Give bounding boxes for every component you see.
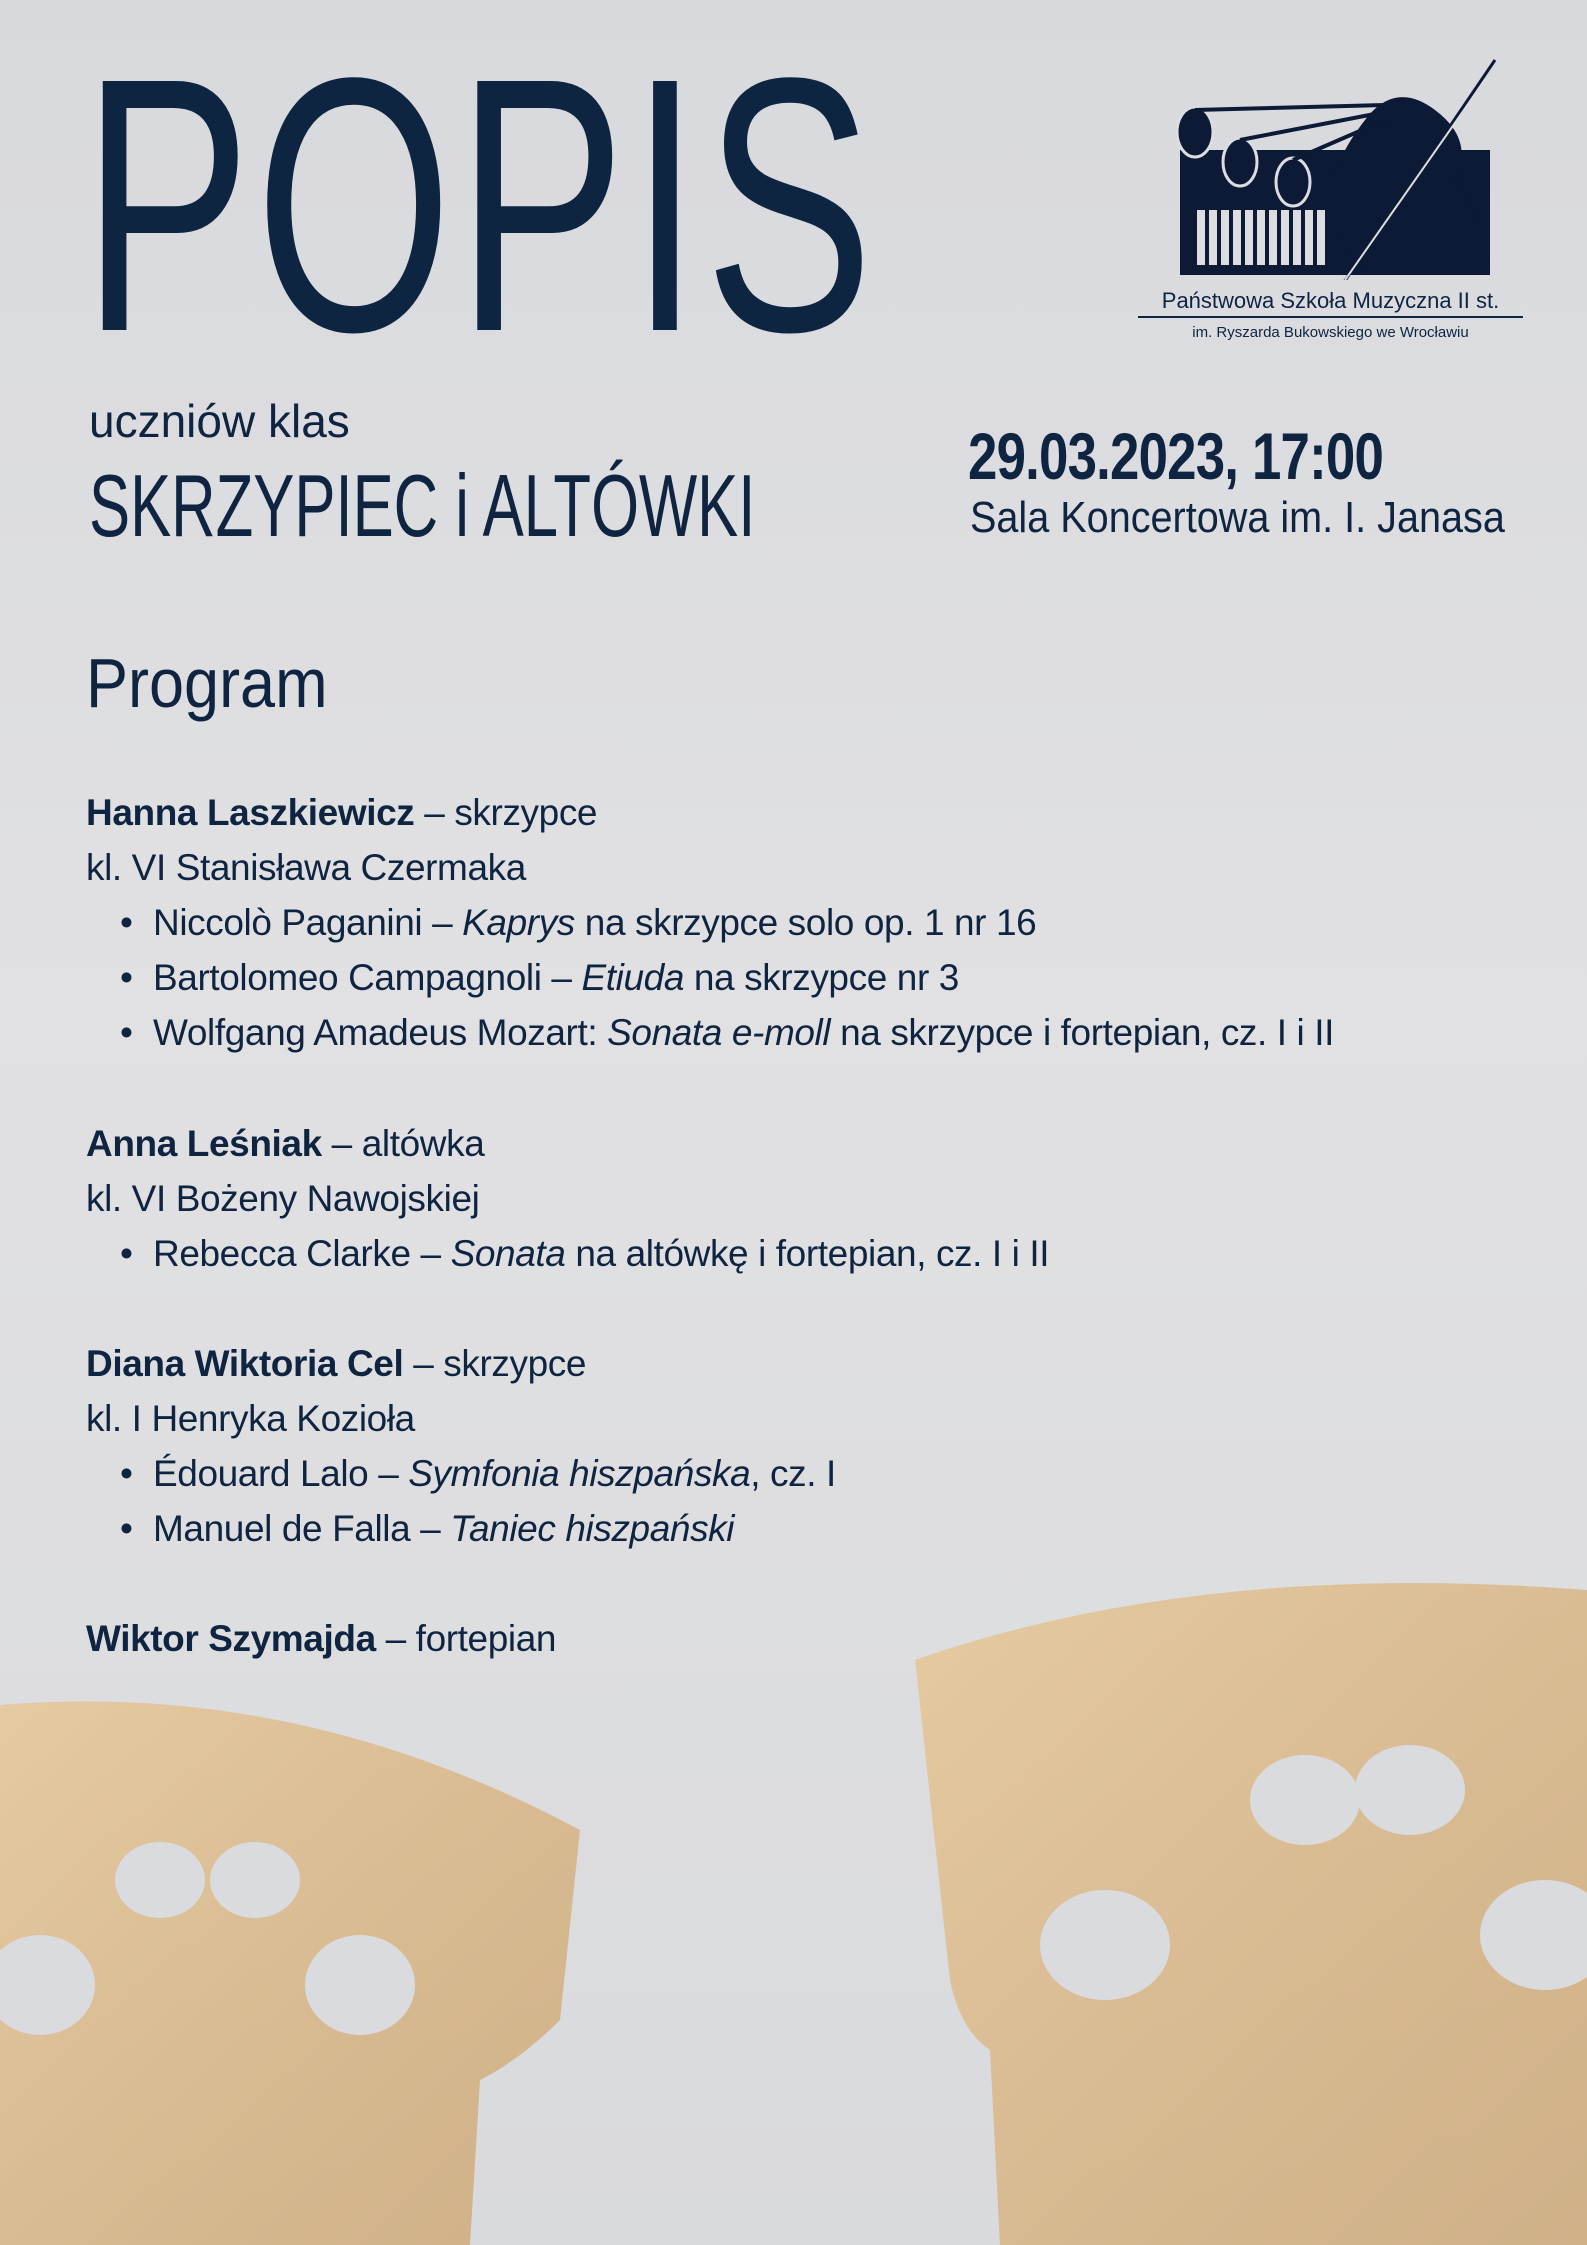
performer-name: Hanna Laszkiewicz xyxy=(86,792,415,833)
piece-list xyxy=(86,1446,836,1556)
piece-item xyxy=(86,1226,1049,1281)
subtitle-line2: SKRZYPIEC i ALTÓWKI xyxy=(89,456,756,555)
piece-composer: Rebecca Clarke – xyxy=(153,1233,451,1274)
piece-item xyxy=(86,895,1334,950)
school-name: Państwowa Szkoła Muzyczna II st. xyxy=(1138,288,1523,318)
piece-item xyxy=(86,1446,836,1501)
piece-detail: na skrzypce nr 3 xyxy=(684,957,959,998)
piece-title: Kaprys xyxy=(462,902,575,943)
teacher-class: kl. I Henryka Kozioła xyxy=(86,1398,415,1439)
performer-instrument: – altówka xyxy=(321,1123,485,1164)
piece-title: Sonata e-moll xyxy=(607,1012,831,1053)
teacher-class: kl. VI Bożeny Nawojskiej xyxy=(86,1178,480,1219)
performer-line xyxy=(86,1116,1049,1171)
performer-block xyxy=(86,1611,556,1666)
performer-block xyxy=(86,785,1334,1060)
piece-title: Etiuda xyxy=(581,957,684,998)
program-heading: Program xyxy=(86,644,328,722)
piece-title: Taniec hiszpański xyxy=(450,1508,735,1549)
poster-title: POPIS xyxy=(82,2,878,407)
piece-title: Symfonia hiszpańska xyxy=(408,1453,751,1494)
piece-detail: na altówkę i fortepian, cz. I i II xyxy=(565,1233,1050,1274)
piece-composer: Wolfgang Amadeus Mozart: xyxy=(153,1012,608,1053)
piece-composer: Édouard Lalo – xyxy=(153,1453,409,1494)
school-logo-icon xyxy=(1135,50,1535,280)
piece-composer: Manuel de Falla – xyxy=(153,1508,451,1549)
event-venue: Sala Koncertowa im. I. Janasa xyxy=(970,493,1505,542)
performer-instrument: – fortepian xyxy=(375,1618,557,1659)
piece-item xyxy=(86,1501,836,1556)
performer-name: Anna Leśniak xyxy=(86,1123,322,1164)
performer-block xyxy=(86,1116,1049,1281)
subtitle-line1: uczniów klas xyxy=(89,395,350,447)
piece-composer: Bartolomeo Campagnoli – xyxy=(153,957,582,998)
performer-block xyxy=(86,1336,836,1556)
performer-line xyxy=(86,785,1334,840)
performer-line xyxy=(86,1336,836,1391)
piece-composer: Niccolò Paganini – xyxy=(153,902,463,943)
piece-list xyxy=(86,895,1334,1060)
piece-item xyxy=(86,1005,1334,1060)
performer-name: Diana Wiktoria Cel xyxy=(86,1343,404,1384)
school-subname: im. Ryszarda Bukowskiego we Wrocławiu xyxy=(1192,324,1469,341)
performer-name: Wiktor Szymajda xyxy=(86,1618,376,1659)
teacher-class: kl. VI Stanisława Czermaka xyxy=(86,847,526,888)
piece-detail: , cz. I xyxy=(750,1453,836,1494)
piece-detail: na skrzypce solo op. 1 nr 16 xyxy=(574,902,1037,943)
performer-line xyxy=(86,1611,556,1666)
piece-detail: na skrzypce i fortepian, cz. I i II xyxy=(830,1012,1335,1053)
piece-title: Sonata xyxy=(450,1233,566,1274)
piece-list xyxy=(86,1226,1049,1281)
event-date-time: 29.03.2023, 17:00 xyxy=(968,419,1384,493)
piece-item xyxy=(86,950,1334,1005)
performer-instrument: – skrzypce xyxy=(414,792,598,833)
performer-instrument: – skrzypce xyxy=(403,1343,587,1384)
